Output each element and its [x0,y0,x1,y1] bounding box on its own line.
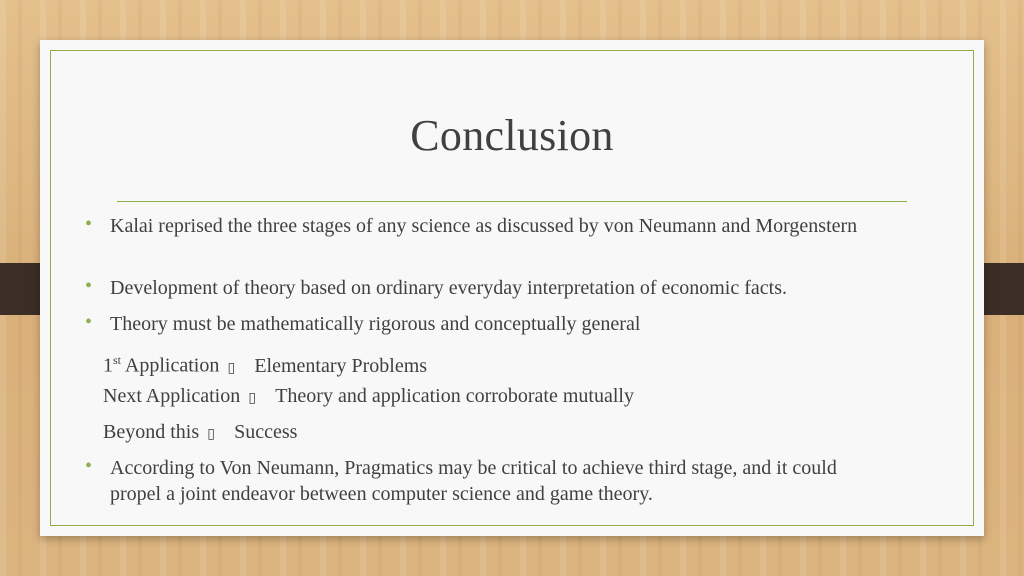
bullet-text: According to Von Neumann, Pragmatics may be critical to achieve third stage, and it could propel a joint endeavor between computer science and game theory. [110,457,837,505]
arrow-icon: ▯ [248,391,257,406]
bullet-dot-icon: • [85,311,93,333]
application-result: Theory and application corroborate mutually [275,385,634,407]
right-side-tab [982,263,1024,315]
application-label: Beyond this [103,421,205,443]
bullet-dot-icon: • [85,455,93,477]
application-result: Elementary Problems [254,354,428,377]
bullet-text: Kalai reprised the three stages of any science as discussed by von Neumann and Morgenstern [110,215,858,237]
bullet-text: Theory must be mathematically rigorous and conceptually general [110,313,641,335]
application-result: Success [234,421,298,443]
bullet-dot-icon: • [85,275,93,297]
slide [40,40,984,536]
application-label: Next Application [103,385,246,407]
bullet-dot-icon: • [85,213,93,235]
application-line-next [103,383,634,412]
bullet-item [85,275,865,301]
arrow-icon: ▯ [227,360,236,376]
bullet-text: Development of theory based on ordinary everyday interpretation of economic facts. [110,277,787,299]
application-ordinal-suffix: st [113,353,122,367]
application-line-first [103,347,427,382]
title-divider [117,201,907,202]
application-label: Application [121,354,225,377]
application-ordinal: 1 [103,354,113,377]
bullet-item [85,311,865,337]
arrow-icon: ▯ [207,427,215,442]
application-line-beyond [103,419,297,448]
bullet-item [85,213,865,239]
slide-title: Conclusion [410,111,614,160]
bullet-item [85,455,865,507]
left-side-tab [0,263,42,315]
